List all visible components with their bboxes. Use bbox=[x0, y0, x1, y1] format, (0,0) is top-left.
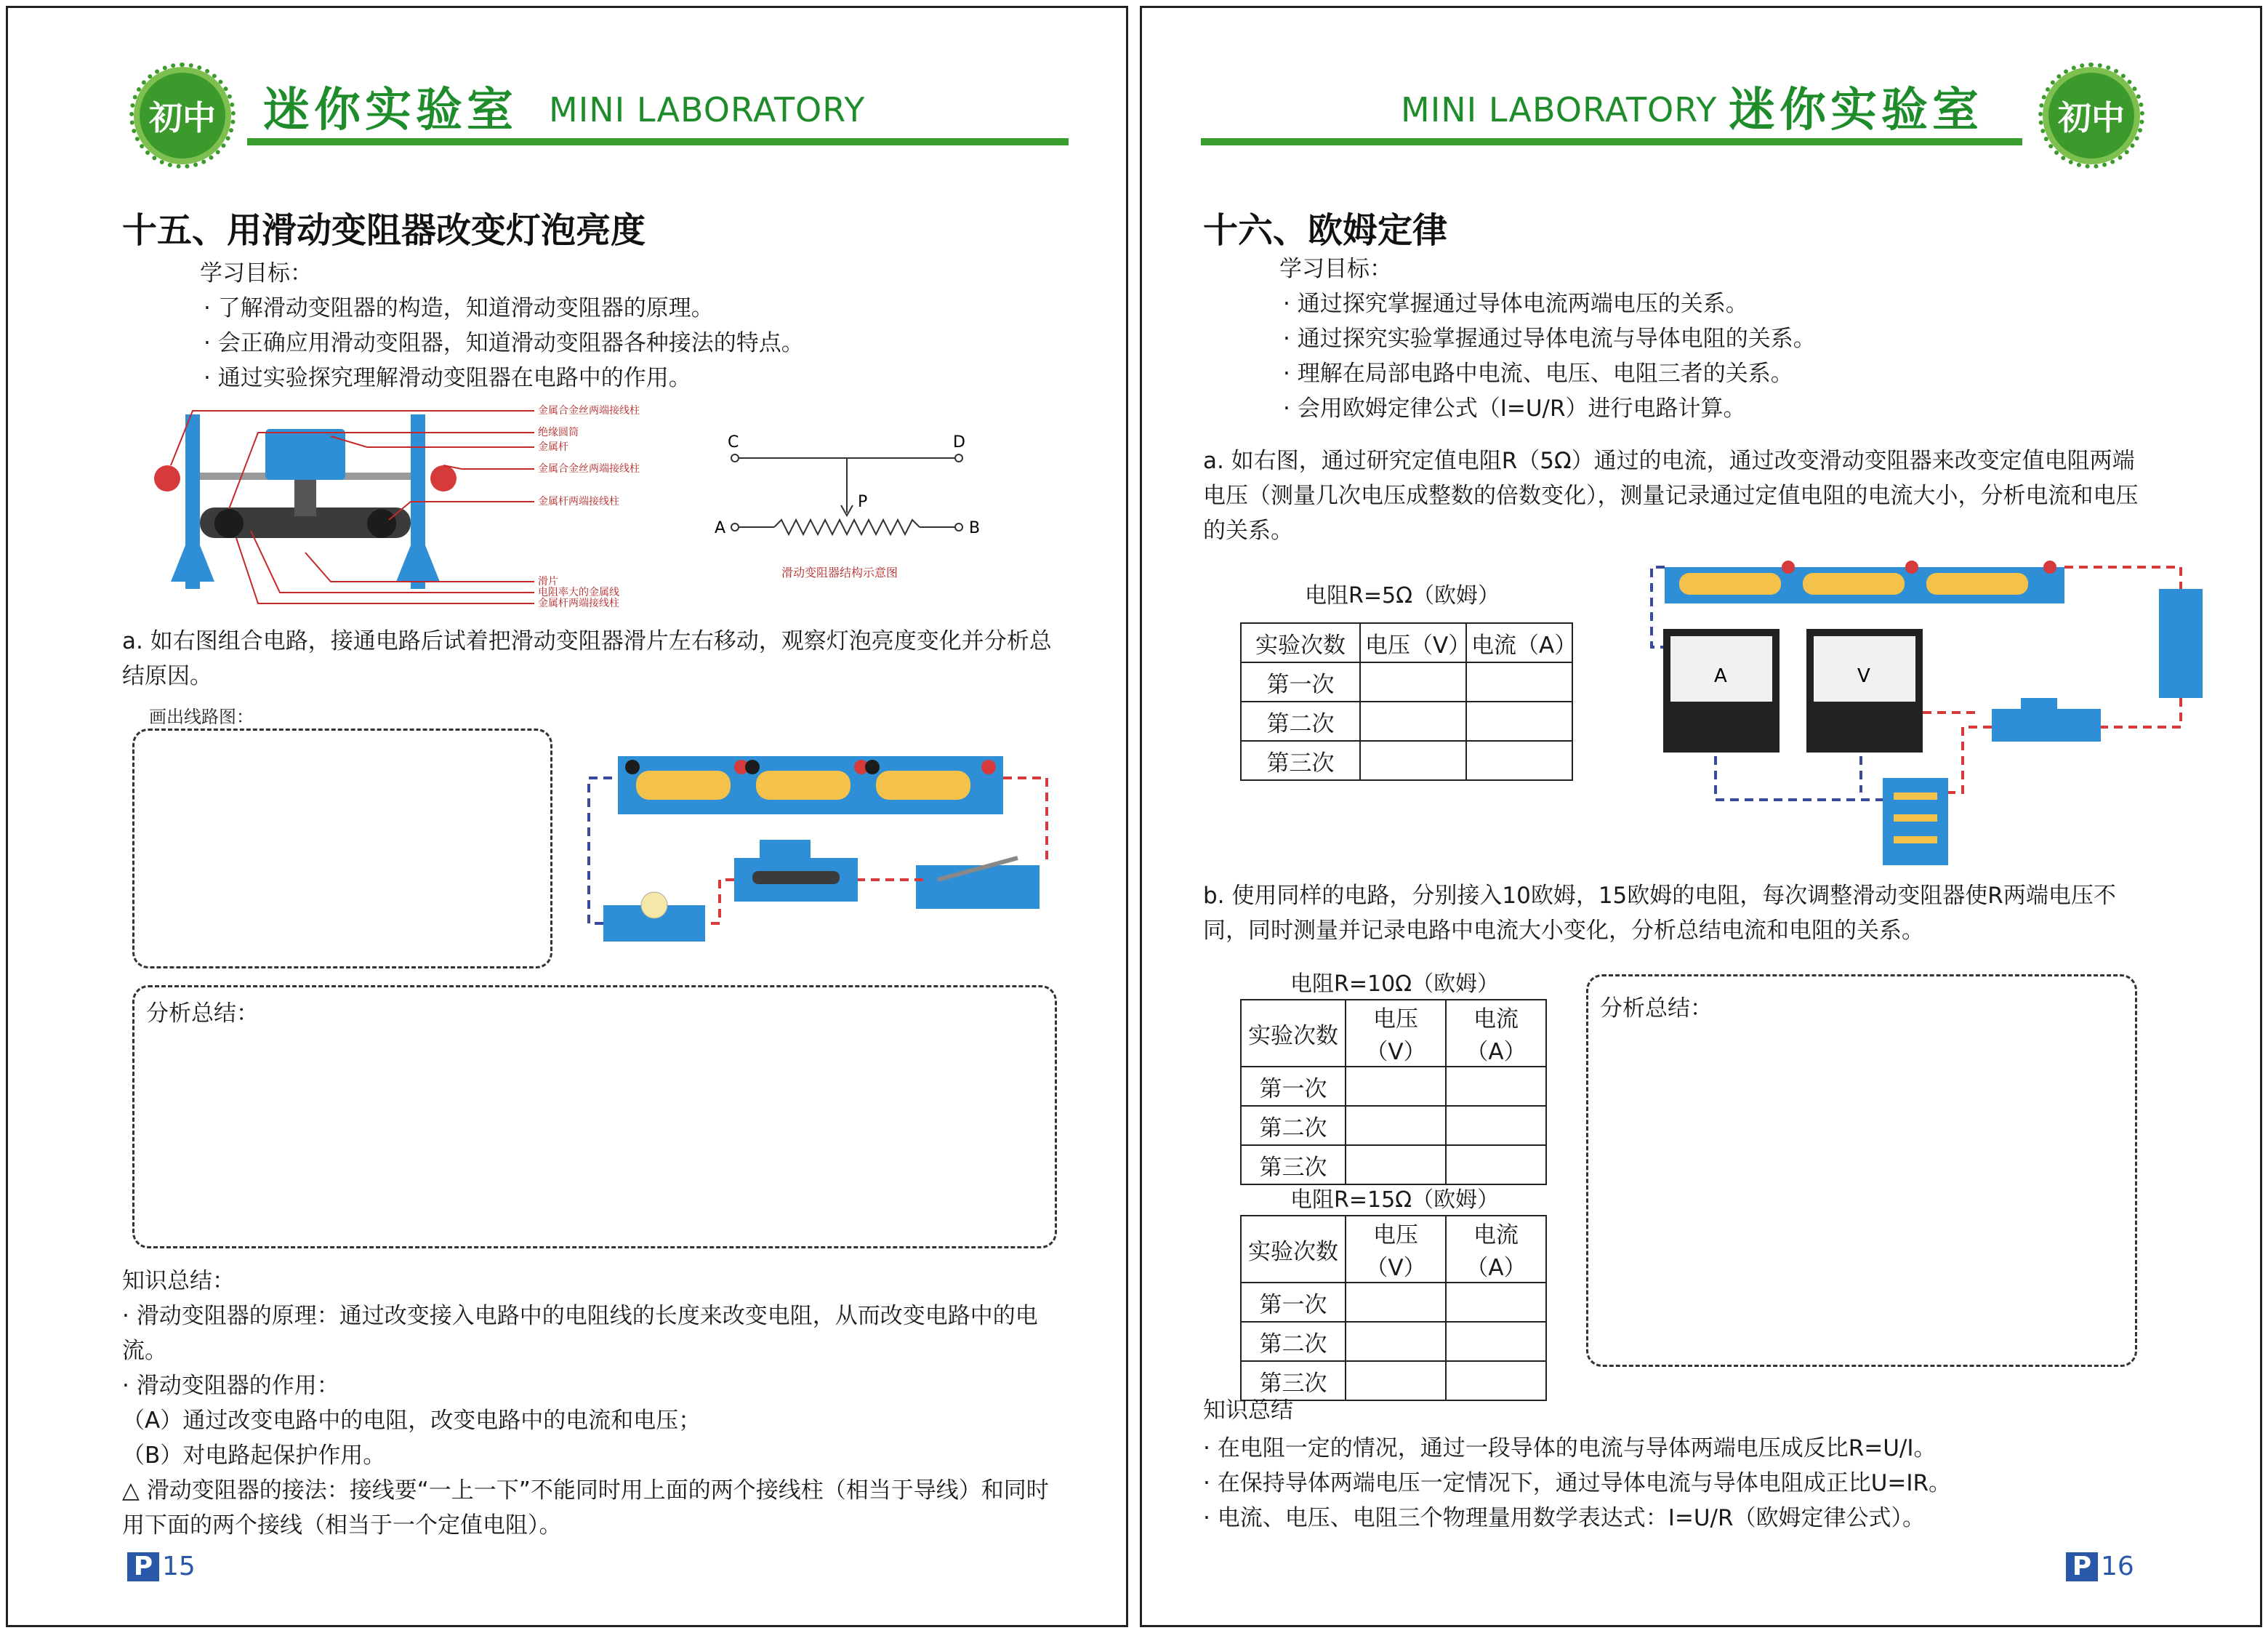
table-header: 实验次数 bbox=[1241, 1000, 1346, 1067]
node-d-label: D bbox=[953, 433, 965, 452]
node-p-label: P bbox=[858, 493, 868, 511]
terminal-red-right bbox=[430, 465, 457, 491]
switch bbox=[2159, 589, 2203, 698]
table-row bbox=[1241, 1145, 1546, 1184]
current-cell[interactable] bbox=[1446, 1145, 1546, 1184]
analysis-label: 分析总结： bbox=[146, 1000, 259, 1027]
page-number bbox=[127, 1552, 196, 1581]
table-header: 电流（A） bbox=[1446, 1216, 1546, 1283]
terminal-black-left bbox=[214, 509, 244, 538]
part-label: 金属杆两端接线柱 bbox=[538, 496, 619, 507]
table-row bbox=[1241, 662, 1572, 702]
rheostat-schematic bbox=[709, 425, 1000, 585]
header-title-en: MINI LABORATORY bbox=[1401, 90, 1718, 129]
task-b-text: b. 使用同样的电路，分别接入10欧姆，15欧姆的电阻，每次调整滑动变阻器使R两端电压不同，同时测量并记录电路中电流大小变化，分析总结电流和电阻的关系。 bbox=[1203, 883, 2116, 944]
page-p-mark: P bbox=[2066, 1552, 2098, 1581]
draw-label: 画出线路图： bbox=[149, 707, 254, 727]
table-header-row bbox=[1241, 1216, 1546, 1283]
objective-item: · 会用欧姆定律公式（I=U/R）进行电路计算。 bbox=[1283, 396, 1746, 422]
rheostat-foot-left bbox=[171, 545, 214, 582]
table-header: 电压（V） bbox=[1360, 623, 1466, 662]
objective-item: · 会正确应用滑动变阻器，知道滑动变阻器各种接法的特点。 bbox=[204, 330, 804, 356]
table-header: 实验次数 bbox=[1241, 1216, 1346, 1283]
table-row bbox=[1241, 1106, 1546, 1145]
page-number-value: 16 bbox=[2101, 1552, 2134, 1581]
schematic-caption: 滑动变阻器结构示意图 bbox=[781, 566, 898, 579]
row-label: 第三次 bbox=[1241, 741, 1360, 780]
knowledge-label: 知识总结 bbox=[1203, 1397, 1293, 1424]
header-rule bbox=[1201, 138, 2022, 145]
header-title-cn: 迷你实验室 bbox=[1729, 84, 1983, 137]
terminal-black-right bbox=[367, 509, 396, 538]
voltage-cell[interactable] bbox=[1346, 1067, 1446, 1106]
rheostat-tube bbox=[752, 871, 840, 884]
knowledge-item: （A）通过改变电路中的电阻，改变电路中的电流和电压； bbox=[122, 1408, 701, 1434]
ohms-law-apparatus-illustration bbox=[1643, 553, 2217, 872]
node-c-label: C bbox=[728, 433, 739, 452]
objectives-label: 学习目标： bbox=[1279, 256, 1392, 282]
junior-high-badge: 初中 bbox=[140, 73, 225, 159]
rheostat-structure-illustration bbox=[149, 400, 672, 611]
current-cell[interactable] bbox=[1446, 1361, 1546, 1400]
knowledge-item: · 电流、电压、电阻三个物理量用数学表达式：I=U/R（欧姆定律公式）。 bbox=[1203, 1505, 1925, 1531]
table-header-row bbox=[1241, 623, 1572, 662]
voltage-cell[interactable] bbox=[1360, 702, 1466, 741]
table-header: 电压（V） bbox=[1346, 1216, 1446, 1283]
knowledge-label: 知识总结： bbox=[122, 1268, 235, 1294]
table-header-row bbox=[1241, 1000, 1546, 1067]
row-label: 第二次 bbox=[1241, 1106, 1346, 1145]
current-cell[interactable] bbox=[1446, 1283, 1546, 1322]
circuit-apparatus-illustration bbox=[582, 749, 1061, 960]
knowledge-item: · 滑动变阻器的原理：通过改变接入电路中的电阻线的长度来改变电阻，从而改变电路中的电流。 bbox=[122, 1303, 1038, 1364]
voltage-cell[interactable] bbox=[1360, 662, 1466, 702]
knowledge-item: （B）对电路起保护作用。 bbox=[122, 1443, 386, 1469]
table-row bbox=[1241, 1283, 1546, 1322]
section-title: 十五、用滑动变阻器改变灯泡亮度 bbox=[122, 210, 646, 251]
voltage-cell[interactable] bbox=[1346, 1145, 1446, 1184]
row-label: 第三次 bbox=[1241, 1361, 1346, 1400]
rheostat-slider bbox=[760, 840, 811, 865]
part-label: 滑片 bbox=[538, 576, 558, 587]
objective-item: · 通过实验探究理解滑动变阻器在电路中的作用。 bbox=[204, 365, 691, 391]
table-header: 电压（V） bbox=[1346, 1000, 1446, 1067]
table2-caption: 电阻R=10Ω（欧姆） bbox=[1290, 971, 1500, 997]
table-header: 电流（A） bbox=[1466, 623, 1572, 662]
table-row bbox=[1241, 702, 1572, 741]
page-number bbox=[2066, 1552, 2134, 1581]
objective-item: · 通过探究实验掌握通过导体电流与导体电阻的关系。 bbox=[1283, 326, 1816, 352]
table-header: 电流（A） bbox=[1446, 1000, 1546, 1067]
header-title-cn: 迷你实验室 bbox=[263, 84, 518, 137]
analysis-box[interactable] bbox=[1586, 974, 2137, 1367]
section-title: 十六、欧姆定律 bbox=[1203, 210, 1448, 251]
junior-high-badge: 初中 bbox=[2048, 73, 2134, 159]
objective-item: · 理解在局部电路中电流、电压、电阻三者的关系。 bbox=[1283, 361, 1793, 387]
node-b-label: B bbox=[969, 519, 981, 537]
current-cell[interactable] bbox=[1446, 1106, 1546, 1145]
table-row bbox=[1241, 1067, 1546, 1106]
voltage-cell[interactable] bbox=[1346, 1283, 1446, 1322]
part-label: 金属杆两端接线柱 bbox=[538, 598, 619, 609]
right-page bbox=[1134, 0, 2268, 1633]
current-cell[interactable] bbox=[1466, 741, 1572, 780]
header-title-en: MINI LABORATORY bbox=[549, 90, 866, 129]
table-header: 实验次数 bbox=[1241, 623, 1360, 662]
bulb bbox=[641, 892, 667, 918]
current-cell[interactable] bbox=[1466, 702, 1572, 741]
part-label: 金属合金丝两端接线柱 bbox=[538, 463, 640, 475]
analysis-label: 分析总结： bbox=[1600, 995, 1713, 1022]
table1-caption: 电阻R=5Ω（欧姆） bbox=[1305, 583, 1500, 609]
diagram-drawing-box[interactable] bbox=[132, 729, 552, 968]
row-label: 第三次 bbox=[1241, 1145, 1346, 1184]
table3-caption: 电阻R=15Ω（欧姆） bbox=[1290, 1187, 1500, 1213]
slider-contact bbox=[294, 480, 316, 516]
node-a-label: A bbox=[715, 519, 726, 537]
page-number-value: 15 bbox=[162, 1552, 196, 1581]
current-cell[interactable] bbox=[1446, 1322, 1546, 1361]
row-label: 第一次 bbox=[1241, 662, 1360, 702]
current-cell[interactable] bbox=[1466, 662, 1572, 702]
switch bbox=[916, 865, 1040, 909]
objective-item: · 了解滑动变阻器的构造，知道滑动变阻器的原理。 bbox=[204, 295, 714, 321]
part-label: 金属合金丝两端接线柱 bbox=[538, 405, 640, 417]
row-label: 第二次 bbox=[1241, 702, 1360, 741]
rheostat-slider bbox=[2021, 698, 2057, 716]
part-label: 金属杆 bbox=[538, 441, 568, 453]
task-a-text: a. 如右图，通过研究定值电阻R（5Ω）通过的电流，通过改变滑动变阻器来改变定值电阻两端电压（测量几次电压成整数的倍数变化），测量记录通过定值电阻的电流大小，分析电流和电压的关系。 bbox=[1203, 448, 2139, 544]
row-label: 第二次 bbox=[1241, 1322, 1346, 1361]
objective-item: · 通过探究掌握通过导体电流两端电压的关系。 bbox=[1283, 291, 1748, 317]
ammeter-symbol: A bbox=[1714, 665, 1727, 687]
analysis-box[interactable] bbox=[132, 985, 1057, 1248]
page-p-mark: P bbox=[127, 1552, 159, 1581]
voltage-cell[interactable] bbox=[1346, 1106, 1446, 1145]
part-label: 电阻率大的金属线 bbox=[538, 587, 619, 598]
table-row bbox=[1241, 1322, 1546, 1361]
knowledge-item: · 滑动变阻器的作用： bbox=[122, 1373, 339, 1399]
voltage-cell[interactable] bbox=[1346, 1361, 1446, 1400]
header-rule bbox=[247, 138, 1069, 145]
record-table-15ohm bbox=[1240, 1215, 1547, 1401]
row-label: 第一次 bbox=[1241, 1067, 1346, 1106]
knowledge-item: · 在电阻一定的情况，通过一段导体的电流与导体两端电压成反比R=U/I。 bbox=[1203, 1435, 1937, 1461]
knowledge-item: △ 滑动变阻器的接法：接线要“一上一下”不能同时用上面的两个接线柱（相当于导线）和同时用下面的两个接线（相当于一个定值电阻）。 bbox=[122, 1477, 1049, 1538]
voltmeter-symbol: V bbox=[1857, 665, 1870, 687]
objectives-label: 学习目标： bbox=[200, 260, 313, 286]
part-label: 绝缘圆筒 bbox=[538, 427, 579, 438]
record-table-5ohm bbox=[1240, 622, 1577, 781]
voltage-cell[interactable] bbox=[1346, 1322, 1446, 1361]
table-row bbox=[1241, 741, 1572, 780]
task-a-text: a. 如右图组合电路，接通电路后试着把滑动变阻器滑片左右移动，观察灯泡亮度变化并分析总结原因。 bbox=[122, 628, 1052, 689]
row-label: 第一次 bbox=[1241, 1283, 1346, 1322]
voltage-cell[interactable] bbox=[1360, 741, 1466, 780]
terminal-red-left bbox=[154, 465, 180, 491]
record-table-10ohm bbox=[1240, 999, 1547, 1185]
knowledge-item: · 在保持导体两端电压一定情况下，通过导体电流与导体电阻成正比U=IR。 bbox=[1203, 1470, 1952, 1496]
rheostat-foot-right bbox=[396, 545, 440, 582]
current-cell[interactable] bbox=[1446, 1067, 1546, 1106]
